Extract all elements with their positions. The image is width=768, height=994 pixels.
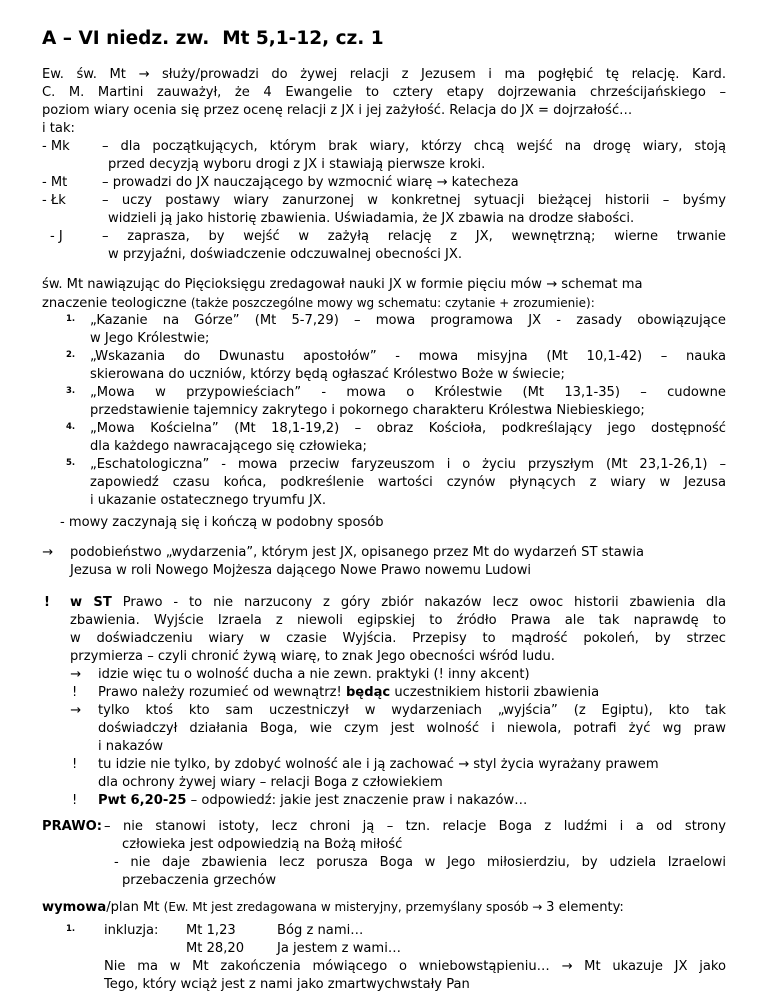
st-point-5 [98,792,527,810]
speeches-note: - mowy zaczynają się i kończą w podobny sposób [60,515,384,530]
similarity-line-2: Jezusa w roli Nowego Mojżesza dającego Nowe Prawo nowemu Ludowi [70,563,532,578]
page-title: A – VI niedz. zw. Mt 5,1-12, cz. 1 [42,28,384,49]
st-point-5-bold: Pwt 6,20-25 [98,793,187,808]
speech-number-1: 1. [66,314,76,324]
plan-line [42,898,624,917]
speech-number-4: 4. [66,422,76,432]
intro-line-4: i tak: [42,121,75,136]
gospel-lk-line-2: widzieli ją jako historię zbawienia. Uświadamia, że JX zbawia na drodze słabości. [108,211,635,226]
pentateuch-line-2 [42,294,595,313]
inclusion-line-4: Tego, który wciąż jest z nami jako zmartwychwstały Pan [104,977,470,992]
st-point-3-line-3: i nakazów [98,739,164,754]
st-line-1 [70,594,726,612]
gospel-j-line-2: w przyjaźni, doświadczenie odczuwalnej obecności JX. [108,247,463,262]
st-bold-label: w ST [70,595,112,610]
st-line-4: przymierza – czyli chronić żywą wiarę, to znak Jego obecności wśród ludu. [70,649,555,664]
pentateuch-line-2b: (także poszczególne mowy wg schematu: czytanie + zrozumienie): [190,296,595,310]
exclamation-icon: ! [72,793,78,808]
exclamation-icon: ! [44,595,50,610]
st-point-4-line-2: dla ochrony żywej wiary – relacji Boga z człowiekiem [98,775,443,790]
exclamation-icon: ! [72,685,78,700]
st-point-2-post: uczestnikiem historii zbawienia [390,685,600,700]
plan-small: (Ew. Mt jest zredagowana w misteryjny, przemyślany sposób → [163,900,547,914]
law-line-1: – nie stanowi istoty, lecz chroni ją – tzn. relacje Boga z ludźmi i a od strony [104,819,726,834]
speech-4-line-1: „Mowa Kościelna” (Mt 18,1-19,2) – obraz Kościoła, podkreślający jego dostępność [90,421,726,436]
speech-4-line-2: dla każdego nawracającego się człowieka; [90,439,367,454]
arrow-icon: → [70,667,81,682]
speech-1-line-2: w Jego Królestwie; [90,331,210,346]
inclusion-line-3: Nie ma w Mt zakończenia mówiącego o wniebowstąpieniu… → Mt ukazuje JX jako [104,959,726,974]
gospel-mk-line-1: – dla początkujących, którym brak wiary, którzy chcą wejść na drogę wiary, stoją [102,139,726,154]
st-point-3-line-2: doświadczył działania Boga, wie czym jest wolność i niewola, potrafi żyć wg praw [98,721,726,736]
law-label: PRAWO: [42,819,103,834]
speech-5-line-2: zapowiedź czasu końca, podkreślenie wartości czynów płynących z wiary w Jezusa [90,475,726,490]
st-line-2: zbawienia. Wyjście Izraela z niewoli egipskiej to źródło Prawa ale tak naprawdę to [70,613,726,628]
plan-bold: wymowa [42,900,107,915]
st-point-2 [98,684,599,702]
gospel-mk-line-2: przed decyzją wyboru drogi z JX i stawiają pierwsze kroki. [108,157,486,172]
law-line-3: - nie daje zbawienia lecz porusza Boga w Jego miłosierdziu, by udziela Izraelowi [114,855,726,870]
intro-line-1: Ew. św. Mt → służy/prowadzi do żywej relacji z Jezusem i ma pogłębić tę relację. Kard. [42,67,726,82]
st-line-1-text: Prawo - to nie narzucony z góry zbiór nakazów lecz owoc historii zbawienia dla [111,595,726,610]
st-point-5-post: – odpowiedź: jakie jest znaczenie praw i nakazów… [186,793,528,808]
st-point-3-line-1: tylko ktoś kto sam uczestniczył w wydarzeniach „wyjścia” (z Egiptu), kto tak [98,703,726,718]
st-point-4-line-1: tu idzie nie tylko, by zdobyć wolność ale i ją zachować → styl życia wyrażany prawem [98,757,659,772]
speech-5-line-3: i ukazanie ostatecznego tryumfu JX. [90,493,327,508]
gospel-mt-line-1: – prowadzi do JX nauczającego by wzmocnić wiarę → katecheza [102,175,519,190]
speech-number-5: 5. [66,458,76,468]
speech-number-2: 2. [66,350,76,360]
gospel-label-mk: - Mk [42,139,70,154]
inclusion-number: 1. [66,924,76,934]
law-line-2: człowieka jest odpowiedzią na Bożą miłość [122,837,403,852]
inclusion-text-1: Bóg z nami… [277,923,364,938]
gospel-label-j: - J [50,229,63,244]
st-point-2-pre: Prawo należy rozumieć od wewnątrz! [98,685,346,700]
inclusion-label: inkluzja: [104,923,159,938]
st-point-1: idzie więc tu o wolność ducha a nie zewn. praktyki (! inny akcent) [98,667,530,682]
exclamation-icon: ! [72,757,78,772]
speech-2-line-2: skierowana do uczniów, którzy będą ogłaszać Królestwo Boże w świecie; [90,367,565,382]
gospel-lk-line-1: – uczy postawy wiary zanurzonej w konkretnej sytuacji bieżącej historii – byśmy [102,193,726,208]
gospel-label-lk: - Łk [42,193,66,208]
pentateuch-line-1: św. Mt nawiązując do Pięcioksięgu zredagował nauki JX w formie pięciu mów → schemat ma [42,277,643,292]
speech-3-line-1: „Mowa w przypowieściach” - mowa o Królestwie (Mt 13,1-35) – cudowne [90,385,726,400]
pentateuch-line-2a: znaczenie teologiczne [42,296,191,311]
plan-tail: 3 elementy: [546,900,624,915]
plan-rest: /plan Mt [106,900,164,915]
st-line-3: w doświadczeniu wiary w czasie Wyjścia. Przepisy to mądrość pokoleń, by strzec [70,631,726,646]
speech-number-3: 3. [66,386,76,396]
inclusion-text-2: Ja jestem z wami… [277,941,401,956]
arrow-icon: → [70,703,81,718]
speech-2-line-1: „Wskazania do Dwunastu apostołów” - mowa misyjna (Mt 10,1-42) – nauka [90,349,726,364]
similarity-line-1: podobieństwo „wydarzenia”, którym jest JX, opisanego przez Mt do wydarzeń ST stawia [70,545,645,560]
law-line-4: przebaczenia grzechów [122,873,277,888]
inclusion-ref-2: Mt 28,20 [186,941,245,956]
speech-1-line-1: „Kazanie na Górze” (Mt 5-7,29) – mowa programowa JX - zasady obowiązujące [90,313,726,328]
gospel-label-mt: - Mt [42,175,68,190]
inclusion-ref-1: Mt 1,23 [186,923,236,938]
st-point-2-bold: będąc [345,685,391,700]
arrow-icon: → [42,545,53,560]
gospel-j-line-1: – zaprasza, by wejść w zażyłą relację z JX, wewnętrzną; wierne trwanie [102,229,726,244]
speech-3-line-2: przedstawienie tajemnicy zakrytego i pokornego charakteru Królestwa Niebieskiego; [90,403,645,418]
intro-line-2: C. M. Martini zauważył, że 4 Ewangelie to cztery etapy dojrzewania chrześcijańskiego – [42,85,726,100]
speech-5-line-1: „Eschatologiczna” - mowa przeciw faryzeuszom i o życiu przyszłym (Mt 23,1-26,1) – [90,457,726,472]
intro-line-3: poziom wiary ocenia się przez ocenę relacji z JX i jej zażyłość. Relacja do JX = dojrzałość… [42,103,633,118]
